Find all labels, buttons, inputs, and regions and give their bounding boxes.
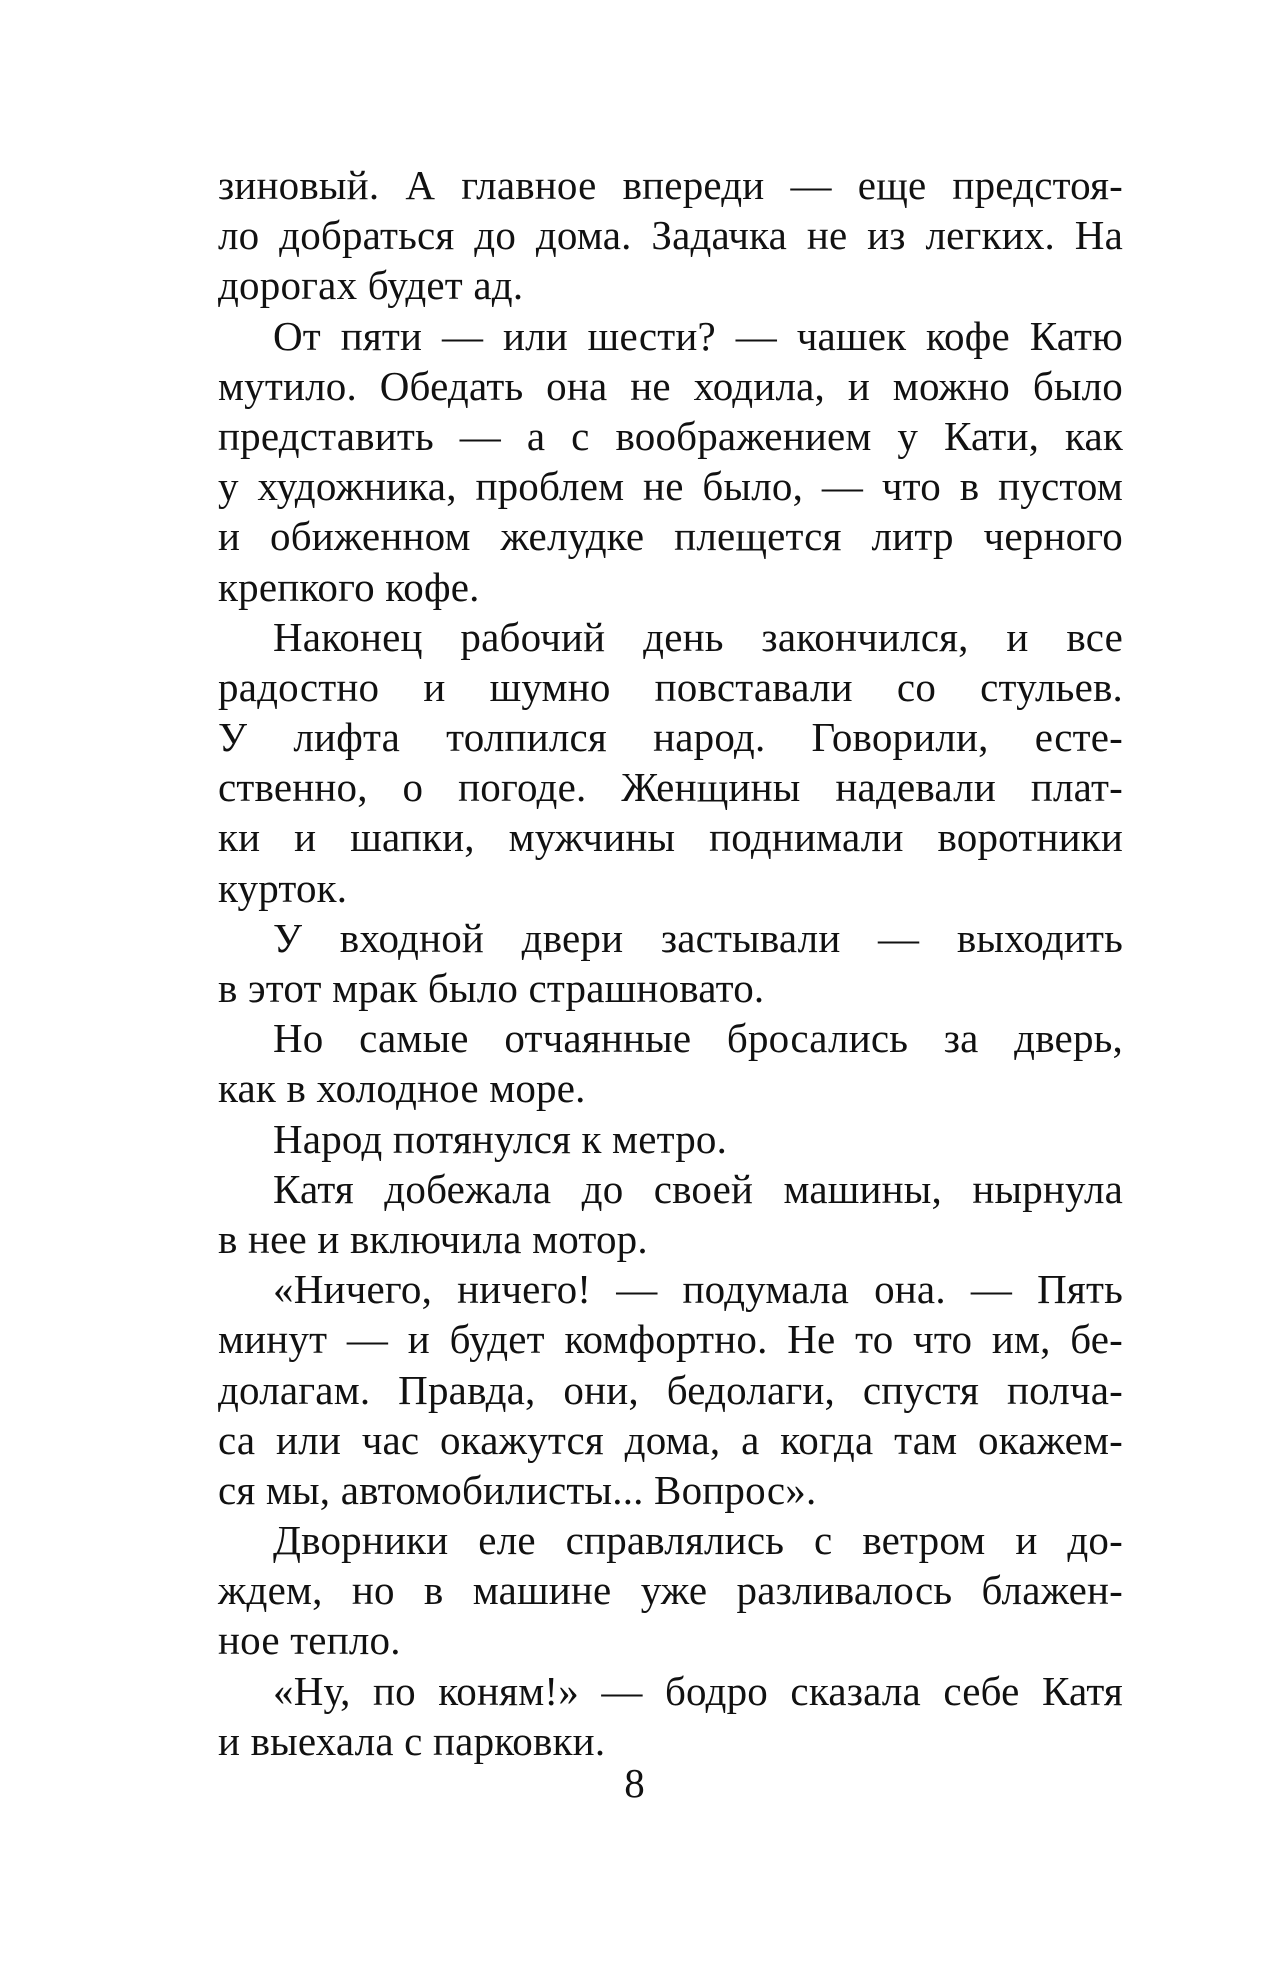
text-line: ное тепло. (218, 1617, 401, 1664)
text-line: в этот мрак было страшновато. (218, 965, 765, 1011)
text-line: са или час окажутся дома, а когда там окажем- (218, 1416, 1123, 1463)
text-line: Катя добежала до своей машины, нырнула (273, 1165, 1123, 1212)
text-line: мутило. Обедать она не ходила, и можно было (218, 362, 1123, 409)
text-line: дорогах будет ад. (218, 262, 524, 309)
text-line: и выехала с парковки. (218, 1717, 606, 1764)
page-number: 8 (624, 1760, 645, 1806)
text-line: минут — и будет комфортно. Не то что им, бе- (218, 1316, 1123, 1363)
text-line: и обиженном желудке плещется литр черного (218, 513, 1123, 560)
text-line: Народ потянулся к метро. (273, 1115, 728, 1162)
text-line: «Ничего, ничего! — подумала она. — Пять (273, 1266, 1123, 1313)
text-line: Но самые отчаянные бросались за дверь, (273, 1015, 1123, 1062)
text-line: ждем, но в машине уже разливалось блажен- (218, 1567, 1123, 1614)
text-line: У лифта толпился народ. Говорили, есте- (218, 714, 1123, 761)
text-line: в нее и включила мотор. (218, 1215, 648, 1262)
text-line: «Ну, по коням!» — бодро сказала себе Катя (273, 1667, 1123, 1714)
text-line: как в холодное море. (218, 1065, 586, 1112)
text-line: представить — а с воображением у Кати, как (218, 412, 1123, 459)
text-line: Дворники еле справлялись с ветром и до- (273, 1517, 1123, 1564)
text-line: у художника, проблем не было, — что в пустом (218, 463, 1123, 510)
text-line: ся мы, автомобилисты... Вопрос». (218, 1466, 817, 1513)
text-line: радостно и шумно повставали со стульев. (218, 663, 1123, 710)
text-line: ки и шапки, мужчины поднимали воротники (218, 814, 1123, 861)
text-line: крепкого кофе. (218, 563, 480, 610)
text-line: долагам. Правда, они, бедолаги, спустя полча- (218, 1366, 1123, 1413)
text-line: Наконец рабочий день закончился, и все (273, 613, 1123, 660)
text-line: ственно, о погоде. Женщины надевали плат- (218, 764, 1123, 811)
text-line: У входной двери застывали — выходить (273, 914, 1123, 961)
text-line: курток. (218, 864, 348, 911)
text-line: ло добраться до дома. Задачка не из легких. На (218, 212, 1123, 259)
body-text (218, 160, 1123, 1766)
text-line: От пяти — или шести? — чашек кофе Катю (273, 312, 1123, 359)
text-line: зиновый. А главное впереди — еще предстоя- (218, 162, 1123, 208)
